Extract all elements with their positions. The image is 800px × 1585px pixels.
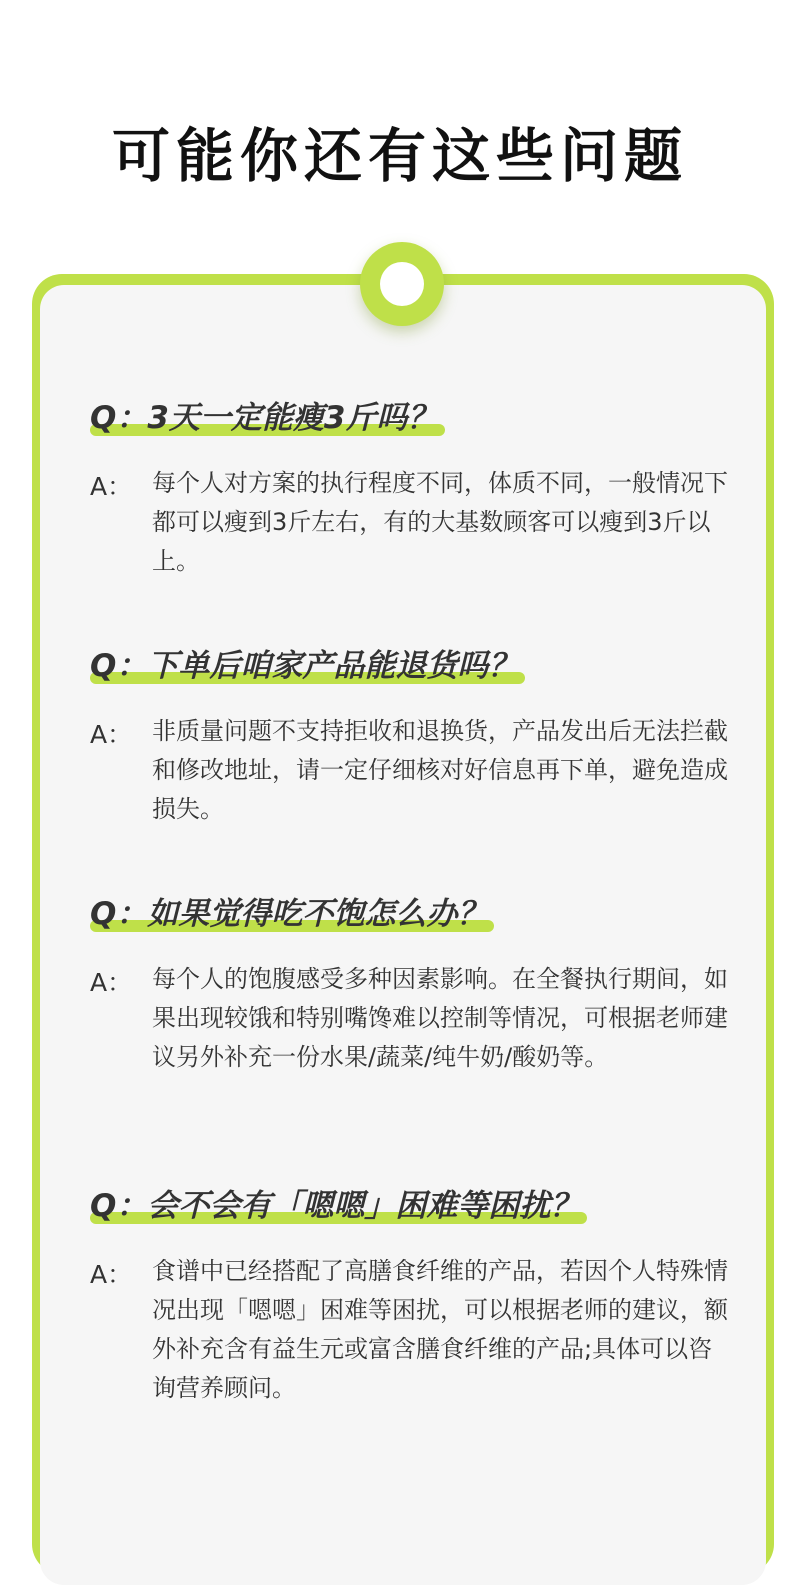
answer-label: A： [90,968,133,997]
question-text: Q：3天一定能瘦3斤吗？ [90,400,439,436]
faq-question [90,400,439,444]
page-title: 可能你还有这些问题 [111,122,688,190]
faq-answer [90,1252,740,1422]
answer-text: 食谱中已经搭配了高膳食纤维的产品，若因个人特殊情况出现「嗯嗯」困难等困扰，可以根据老师的建议，额外补充含有益生元或富含膳食纤维的产品;具体可以咨询营养顾问。 [152,1257,728,1402]
faq-item [90,1188,740,1422]
faq-item [90,400,740,634]
knob-center [380,262,424,306]
answer-text: 非质量问题不支持拒收和退换货，产品发出后无法拦截和修改地址，请一定仔细核对好信息再下单，避免造成损失。 [152,717,728,823]
faq-answer [90,712,740,882]
question-text: Q：如果觉得吃不饱怎么办？ [90,896,489,932]
faq-answer [90,464,740,634]
faq-answer [90,960,740,1130]
question-text: Q：下单后咱家产品能退货吗？ [90,648,520,684]
faq-item [90,648,740,882]
faq-question [90,1188,581,1232]
answer-label: A： [90,1260,133,1289]
answer-label: A： [90,472,133,501]
answer-label: A： [90,720,133,749]
question-text: Q：会不会有「嗯嗯」困难等困扰？ [90,1188,582,1224]
faq-question [90,896,488,940]
faq-question [90,648,519,692]
faq-item [90,896,740,1130]
answer-text: 每个人的饱腹感受多种因素影响。在全餐执行期间，如果出现较饿和特别嘴馋难以控制等情况，可根据老师建议另外补充一份水果/蔬菜/纯牛奶/酸奶等。 [152,965,728,1071]
card-knob-icon [360,242,444,326]
answer-text: 每个人对方案的执行程度不同，体质不同，一般情况下都可以瘦到3斤左右，有的大基数顾客可以瘦到3斤以上。 [152,469,728,575]
